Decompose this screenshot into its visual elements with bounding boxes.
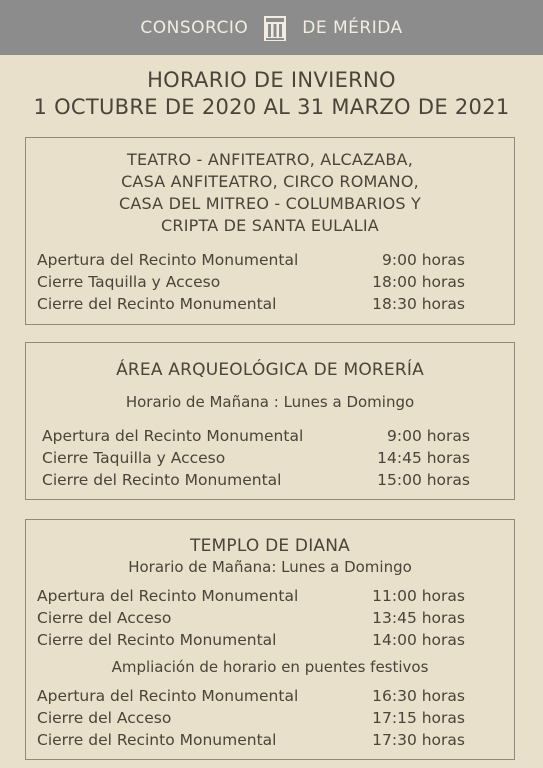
section-heading: ÁREA ARQUEOLÓGICA DE MORERÍA — [116, 360, 424, 380]
section-templo-diana — [25, 519, 515, 760]
schedule-time: 9:00 horas — [382, 251, 465, 269]
schedule-label: Cierre del Recinto Monumental — [42, 471, 282, 489]
schedule-row — [37, 707, 465, 729]
schedule-label: Cierre del Recinto Monumental — [37, 631, 277, 649]
schedule-row — [37, 685, 465, 707]
section-heading-line: CASA ANFITEATRO, CIRCO ROMANO, — [121, 172, 419, 191]
header-right-text: DE MÉRIDA — [302, 17, 403, 38]
section-heading: TEMPLO DE DIANA — [189, 536, 350, 556]
schedule-label: Apertura del Recinto Monumental — [42, 427, 304, 445]
schedule-time: 16:30 horas — [372, 687, 465, 705]
schedule-row — [37, 607, 465, 629]
schedule-row — [42, 447, 470, 469]
schedule-time: 14:45 horas — [377, 449, 470, 467]
header-left-text: CONSORCIO — [140, 17, 249, 38]
schedule-time: 18:00 horas — [372, 273, 465, 291]
schedule-time: 17:15 horas — [372, 709, 465, 727]
section-subtitle: Horario de Mañana : Lunes a Domingo — [125, 393, 415, 411]
section-subtitle: Horario de Mañana: Lunes a Domingo — [128, 558, 412, 576]
schedule-time: 13:45 horas — [372, 609, 465, 627]
section-heading-line: TEATRO - ANFITEATRO, ALCAZABA, — [127, 150, 413, 169]
schedule-row — [37, 293, 465, 315]
schedule-row — [37, 729, 465, 751]
schedule-label: Cierre Taquilla y Acceso — [42, 449, 226, 467]
schedule-label: Cierre del Acceso — [37, 609, 172, 627]
schedule-row — [37, 271, 465, 293]
schedule-row — [42, 425, 470, 447]
schedule-label: Cierre Taquilla y Acceso — [37, 273, 221, 291]
schedule-label: Cierre del Acceso — [37, 709, 172, 727]
section-heading-line: CASA DEL MITREO - COLUMBARIOS Y — [118, 194, 422, 213]
schedule-label: Cierre del Recinto Monumental — [37, 731, 277, 749]
schedule-row — [42, 469, 470, 491]
schedule-time: 17:30 horas — [372, 731, 465, 749]
page-title: HORARIO DE INVIERNO — [147, 68, 396, 92]
schedule-row — [37, 249, 465, 271]
page-subtitle-dates: 1 OCTUBRE DE 2020 AL 31 MARZO DE 2021 — [33, 95, 510, 119]
schedule-row — [37, 585, 465, 607]
schedule-label: Apertura del Recinto Monumental — [37, 587, 299, 605]
section-heading-line: CRIPTA DE SANTA EULALIA — [161, 216, 379, 235]
section-teatro — [25, 137, 515, 325]
schedule-label: Cierre del Recinto Monumental — [37, 295, 277, 313]
schedule-time: 15:00 horas — [377, 471, 470, 489]
monument-logo-icon — [262, 13, 288, 43]
schedule-time: 14:00 horas — [372, 631, 465, 649]
schedule-time: 18:30 horas — [372, 295, 465, 313]
schedule-row — [37, 629, 465, 651]
section-moreria — [25, 342, 515, 500]
section-subtitle-extended: Ampliación de horario en puentes festivos — [111, 658, 429, 676]
schedule-label: Apertura del Recinto Monumental — [37, 251, 299, 269]
schedule-label: Apertura del Recinto Monumental — [37, 687, 299, 705]
schedule-time: 11:00 horas — [372, 587, 465, 605]
header-bar — [0, 0, 543, 55]
schedule-time: 9:00 horas — [387, 427, 470, 445]
